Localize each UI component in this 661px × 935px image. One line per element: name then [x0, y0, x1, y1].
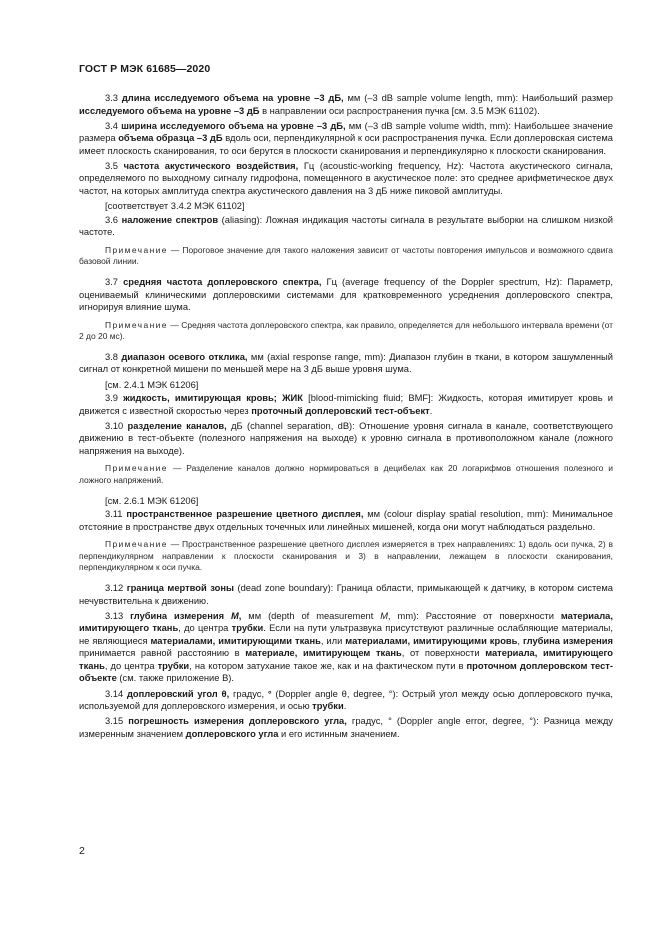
term-definition: 3.8 диапазон осевого отклика, мм (axial response range, mm): Диапазон глубин в ткани, в котором зашумленный сигнал от конкретной мишени по меньшей мере на 3 дБ выше уровня шума. [79, 351, 613, 375]
document-body [79, 92, 613, 743]
term-definition: 3.4 ширина исследуемого объема на уровне –3 дБ, мм (–3 dB sample volume width, mm): Наибольшее значение размера объема образца –3 дБ вдоль оси, перпендикулярной к оси распространения пучка. Если доплеровская система имеет плоскость сканирования, то оси берутся в плоскости сканирования и перпендикулярно к плоскости сканирования. [79, 120, 613, 156]
document-header: ГОСТ Р МЭК 61685—2020 [79, 63, 211, 75]
reference-line: [см. 2.6.1 МЭК 61206] [105, 495, 199, 506]
term-definition: 3.5 частота акустического воздействия, Гц (acoustic-working frequency, Hz): Частота акустического сигнала, определяемого по выходному сигналу гидрофона, помещенного в акустическое поле: это среднее арифметическое двух частот, на которых амплитуда спектра акустического давления на 3 дБ ниже пиковой амплитуды. [79, 160, 613, 197]
term-definition: 3.12 граница мертвой зоны (dead zone boundary): Граница области, примыкающей к датчику, в котором система нечувствительна к движению. [79, 582, 613, 606]
term-definition: 3.11 пространственное разрешение цветного дисплея, мм (colour display spatial resolution, mm): Минимальное отстояние в пространстве двух отдельных точечных или линейных мишеней, когда они могут наблюдаться раздельно. [79, 509, 614, 532]
term-definition: 3.10 разделение каналов, дБ (channel separation, dB): Отношение уровня сигнала в канале, соответствующего движению в тест-объекте (полезного напряжения на выходе) к уровню сигнала в противоположном канале (ложного напряжения на выходе). [79, 420, 613, 456]
term-definition: 3.9 жидкость, имитирующая кровь; ЖИК [blood-mimicking fluid; BMF]: Жидкость, которая имитирует кровь и движется с известной скоростью через проточный доплеровский тест-объект. [79, 393, 613, 416]
term-definition: 3.7 средняя частота доплеровского спектра, Гц (average frequency of the Doppler spectrum, Hz): Параметр, оцениваемый клиническими доплеровскими системами для кратковременного усреднения доплеровского спектра, игнорируя влияние шума. [79, 276, 613, 313]
note-paragraph: Примечание — Разделение каналов должно нормироваться в децибелах как 20 логарифмов отношения полезного и ложного напряжений. [79, 463, 613, 485]
reference-line: [см. 2.4.1 МЭК 61206] [105, 379, 199, 390]
term-definition: 3.14 доплеровский угол θ, градус, ° (Doppler angle θ, degree, °): Острый угол между осью доплеровского пучка, используемой для доплеровского измерения, и осью трубки. [79, 688, 613, 712]
note-paragraph: Примечание — Пространственное разрешение цветного дисплея измеряется в трех направлениях: 1) вдоль оси пучка, 2) в перпендикулярном направлении к плоскости сканирования и 3) в направлении, лежащем в плоскости сканирования, перпендикулярном к оси пучка. [79, 539, 613, 573]
reference-line: [соответствует 3.4.2 МЭК 61102] [105, 201, 245, 212]
note-paragraph: Примечание — Пороговое значение для такого наложения зависит от частоты повторения импульсов и возможного сдвига базовой линии. [79, 244, 613, 267]
term-definition: 3.15 погрешность измерения доплеровского угла, градус, ° (Doppler angle error, degree, °): Разница между измеренным значением доплеровского угла и его истинным значением. [79, 716, 613, 739]
term-definition: 3.3 длина исследуемого объема на уровне –3 дБ, мм (–3 dB sample volume length, mm): Наибольший размер исследуемого объема на уровне –3 дБ в направлении оси распространения пучка [см. 3.5 МЭК 61102). [79, 93, 613, 116]
term-definition: 3.13 глубина измерения M, мм (depth of measurement M, mm): Расстояние от поверхности материала, имитирующего ткань, до центра трубки. Если на пути ультразвука присутствуют различные ослабляющие материалы, не являющиеся материалами, имитирующими ткань, или материалами, имитирующими кровь, глубина измерения принимается равной расстоянию в материале, имитирующем ткань, от поверхности материала, имитирующего ткань, до центра трубки, на котором затухание такое же, как и на фактическом пути в проточном доплеровском тест-объекте (см. также приложение B). [79, 610, 614, 684]
term-definition: 3.6 наложение спектров (aliasing): Ложная индикация частоты сигнала в результате выборки на слишком низкой частоте. [79, 214, 613, 238]
note-paragraph: Примечание — Средняя частота доплеровского спектра, как правило, определяется для небольшого интервала времени (от 2 до 20 мс). [79, 319, 613, 342]
page-number: 2 [79, 845, 85, 857]
